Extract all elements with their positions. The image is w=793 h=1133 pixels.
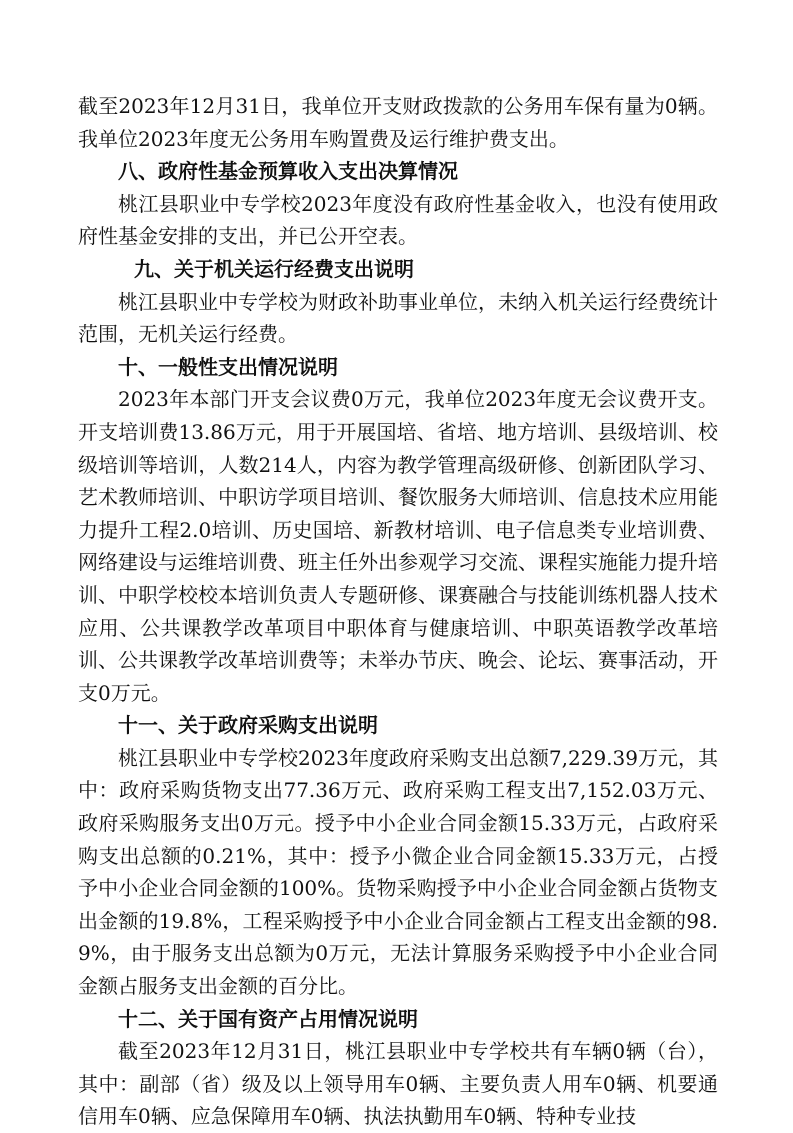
heading-government-procurement: 十一、关于政府采购支出说明 xyxy=(118,713,378,738)
paragraph-general-expenditure: 2023年本部门开支会议费0万元，我单位2023年度无会议费开支。开支培训费13.86万元，用于开展国培、省培、地方培训、县级培训、校级培训等培训，人数214人，内容为教学管理高级研修、创新团队学习、艺术教师培训、中职访学项目培训、餐饮服务大师培训、信息技术应用能力提升工程2.0培训、历史国培、新教材培训、电子信息类专业培训费、网络建设与运维培训费、班主任外出参观学习交流、课程实施能力提升培训、中职学校校本培训负责人专题研修、课赛融合与技能训练机器人技术应用、公共课教学改革项目中职体育与健康培训、中职英语教学改革培训、公共课教学改革培训费等；未举办节庆、晚会、论坛、赛事活动，开支0万元。 xyxy=(78,387,718,705)
paragraph-state-assets: 截至2023年12月31日，桃江县职业中专学校共有车辆0辆（台），其中：副部（省）级及以上领导用车0辆、主要负责人用车0辆、机要通信用车0辆、应急保障用车0辆、执法执勤用车0辆、特种专业技 xyxy=(78,1039,718,1129)
heading-state-assets: 十二、关于国有资产占用情况说明 xyxy=(118,1006,418,1031)
document-page xyxy=(78,90,718,1133)
paragraph-government-fund: 桃江县职业中专学校2023年度没有政府性基金收入，也没有使用政府性基金安排的支出，并已公开空表。 xyxy=(78,191,718,249)
heading-government-fund: 八、政府性基金预算收入支出决算情况 xyxy=(118,159,458,184)
paragraph-operating-expenses: 桃江县职业中专学校为财政补助事业单位，未纳入机关运行经费统计范围，无机关运行经费。 xyxy=(78,289,718,347)
heading-general-expenditure: 十、一般性支出情况说明 xyxy=(118,354,338,379)
heading-operating-expenses: 九、关于机关运行经费支出说明 xyxy=(134,256,414,281)
paragraph-vehicle-count: 截至2023年12月31日，我单位开支财政拨款的公务用车保有量为0辆。我单位2023年度无公务用车购置费及运行维护费支出。 xyxy=(78,94,718,151)
paragraph-government-procurement: 桃江县职业中专学校2023年度政府采购支出总额7,229.39万元，其中：政府采购货物支出77.36万元、政府采购工程支出7,152.03万元、政府采购服务支出0万元。授予中小企业合同金额15.33万元，占政府采购支出总额的0.21%，其中：授予小微企业合同金额15.33万元，占授予中小企业合同金额的100%。货物采购授予中小企业合同金额占货物支出金额的19.8%，工程采购授予中小企业合同金额占工程支出金额的98.9%，由于服务支出总额为0万元，无法计算服务采购授予中小企业合同金额占服务支出金额的百分比。 xyxy=(78,745,718,999)
